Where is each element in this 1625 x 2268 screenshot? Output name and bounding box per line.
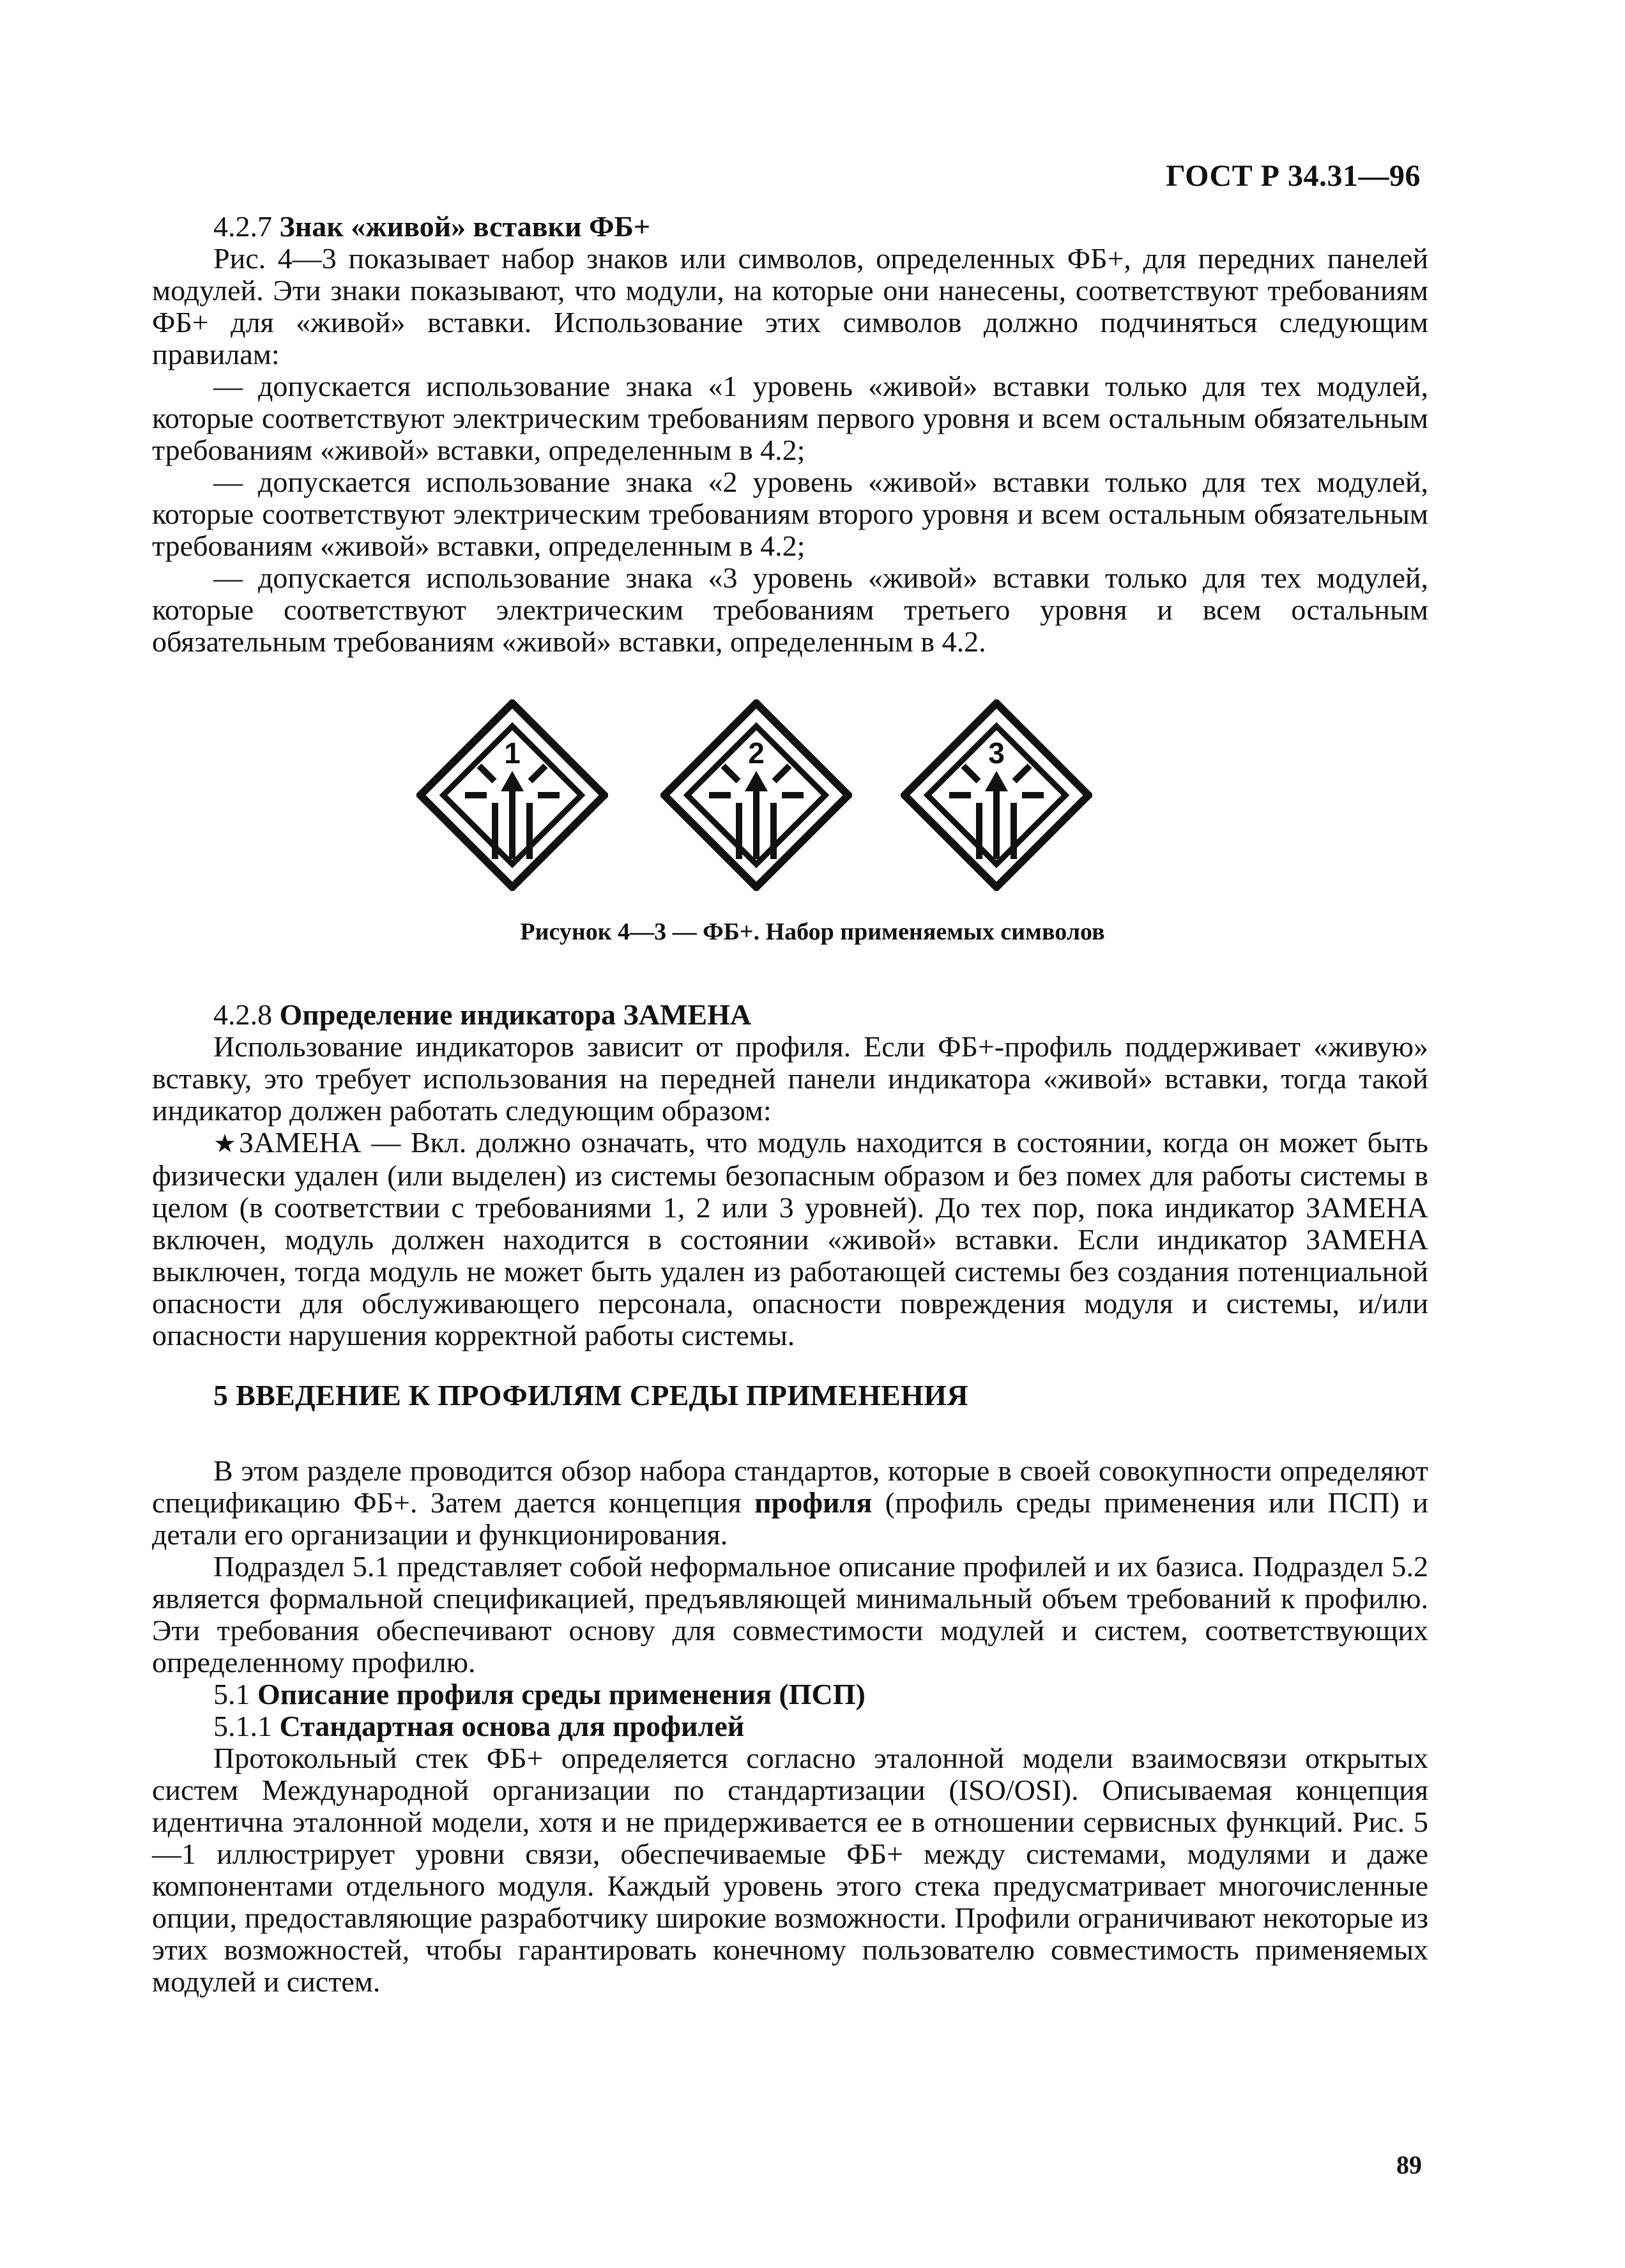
list-item: — допускается использование знака «2 уровень «живой» вставки только для тех модулей, которые соответствуют электрическим требованиям второго уровня и всем остальным обязательным требованиям «живой» вставки, определенным в 4.2; (152, 466, 1428, 562)
section-heading (152, 211, 1428, 243)
paragraph (152, 1127, 1428, 1351)
symbol-level-label: 1 (504, 736, 521, 770)
list-item: — допускается использование знака «3 уровень «живой» вставки только для тех модулей, которые соответствуют электрическим требованиям третьего уровня и всем остальным обязательным требованиям «живой» вставки, определенным в 4.2. (152, 561, 1428, 658)
section-heading (152, 999, 1428, 1031)
paragraph: Рис. 4—3 показывает набор знаков или символов, определенных ФБ+, для передних панелей модулей. Эти знаки показывают, что модули, на которые они нанесены, соответствуют требованиям ФБ+ для «живой» вставки. Использование этих символов должно подчиняться следующим правилам: (152, 242, 1428, 370)
paragraph-text: В этом разделе проводится обзор набора стандартов, которые в своей совокупности определяют спецификацию ФБ+. Затем дается концепция (152, 1454, 1428, 1519)
paragraph: Протокольный стек ФБ+ определяется согласно эталонной модели взаимосвязи открытых систем Международной организации по стандартизации (ISO/OSI). Описываемая концепция идентична эталонной модели, хотя и не придерживается ее в отношении сервисных функций. Рис. 5—1 иллюстрирует уровни связи, обеспечиваемые ФБ+ между системами, модулями и даже компонентами отдельного модуля. Каждый уровень этого стека предусматривает многочисленные опции, предоставляющие разработчику широкие возможности. Профили ограничивают некоторые из этих возможностей, чтобы гарантировать конечному пользователю совместимость применяемых модулей и систем. (152, 1742, 1428, 1998)
subsection-number: 5.1 (213, 1678, 250, 1710)
subsection-number: 5.1.1 (213, 1710, 272, 1742)
symbol-level-label: 3 (988, 736, 1005, 770)
figure-caption: Рисунок 4—3 — ФБ+. Набор применяемых символов (520, 918, 1105, 945)
section-number: 4.2.8 (213, 998, 272, 1031)
section-4-2-8 (152, 999, 1428, 1351)
paragraph (152, 1455, 1428, 1551)
subsection-title: Стандартная основа для профилей (279, 1710, 745, 1742)
paragraph-text: (профиль среды применения или ПСП) и детали его организации и функционирования. (152, 1486, 1428, 1551)
section-4-2-7 (152, 211, 1428, 658)
live-insertion-level-2-symbol (660, 699, 852, 891)
page-number: 89 (1396, 2150, 1422, 2179)
section-5 (152, 1380, 1428, 1412)
subsection-heading (152, 1710, 1428, 1742)
paragraph-text: ЗАМЕНА — Вкл. должно означать, что модуль находится в состоянии, когда он может быть физически удален (или выделен) из системы безопасным образом и без помех для работы системы в целом (в соответствии с требованиями 1, 2 или 3 уровней). До тех пор, пока индикатор ЗАМЕНА включен, модуль должен находится в состоянии «живой» вставки. Если индикатор ЗАМЕНА выключен, тогда модуль не может быть удален из работающей системы без создания потенциальной опасности для обслуживающего персонала, опасности повреждения модуля и системы, и/или опасности нарушения корректной работы системы. (152, 1126, 1429, 1351)
paragraph: Подраздел 5.1 представляет собой неформальное описание профилей и их базиса. Подраздел 5.2 является формальной спецификацией, предъявляющей минимальный объем требований к профилю. Эти требования обеспечивают основу для совместимости модулей и систем, соответствующих определенному профилю. (152, 1550, 1428, 1678)
section-number: 4.2.7 (213, 210, 272, 243)
subsection-title: Описание профиля среды применения (ПСП) (257, 1678, 866, 1710)
emphasis-term: профиля (754, 1486, 873, 1519)
subsection-heading (152, 1678, 1428, 1710)
figure-symbols (0, 699, 1625, 891)
list-item: — допускается использование знака «1 уровень «живой» вставки только для тех модулей, которые соответствуют электрическим требованиям первого уровня и всем остальным обязательным требованиям «живой» вставки, определенным в 4.2; (152, 370, 1428, 466)
symbol-level-label: 2 (748, 736, 765, 770)
section-5-body (152, 1455, 1428, 1998)
live-insertion-level-3-symbol (901, 699, 1092, 891)
paragraph: Использование индикаторов зависит от профиля. Если ФБ+-профиль поддерживает «живую» вставку, это требует использования на передней панели индикатора «живой» вставки, тогда такой индикатор должен работать следующим образом: (152, 1030, 1428, 1127)
live-insertion-level-1-symbol (416, 699, 608, 891)
document-code: ГОСТ Р 34.31—96 (1166, 159, 1421, 193)
section-title: Определение индикатора ЗАМЕНА (279, 998, 752, 1031)
chapter-title: 5 ВВЕДЕНИЕ К ПРОФИЛЯМ СРЕДЫ ПРИМЕНЕНИЯ (213, 1379, 968, 1412)
star-icon: ★ (213, 1129, 239, 1159)
section-title: Знак «живой» вставки ФБ+ (279, 210, 651, 243)
